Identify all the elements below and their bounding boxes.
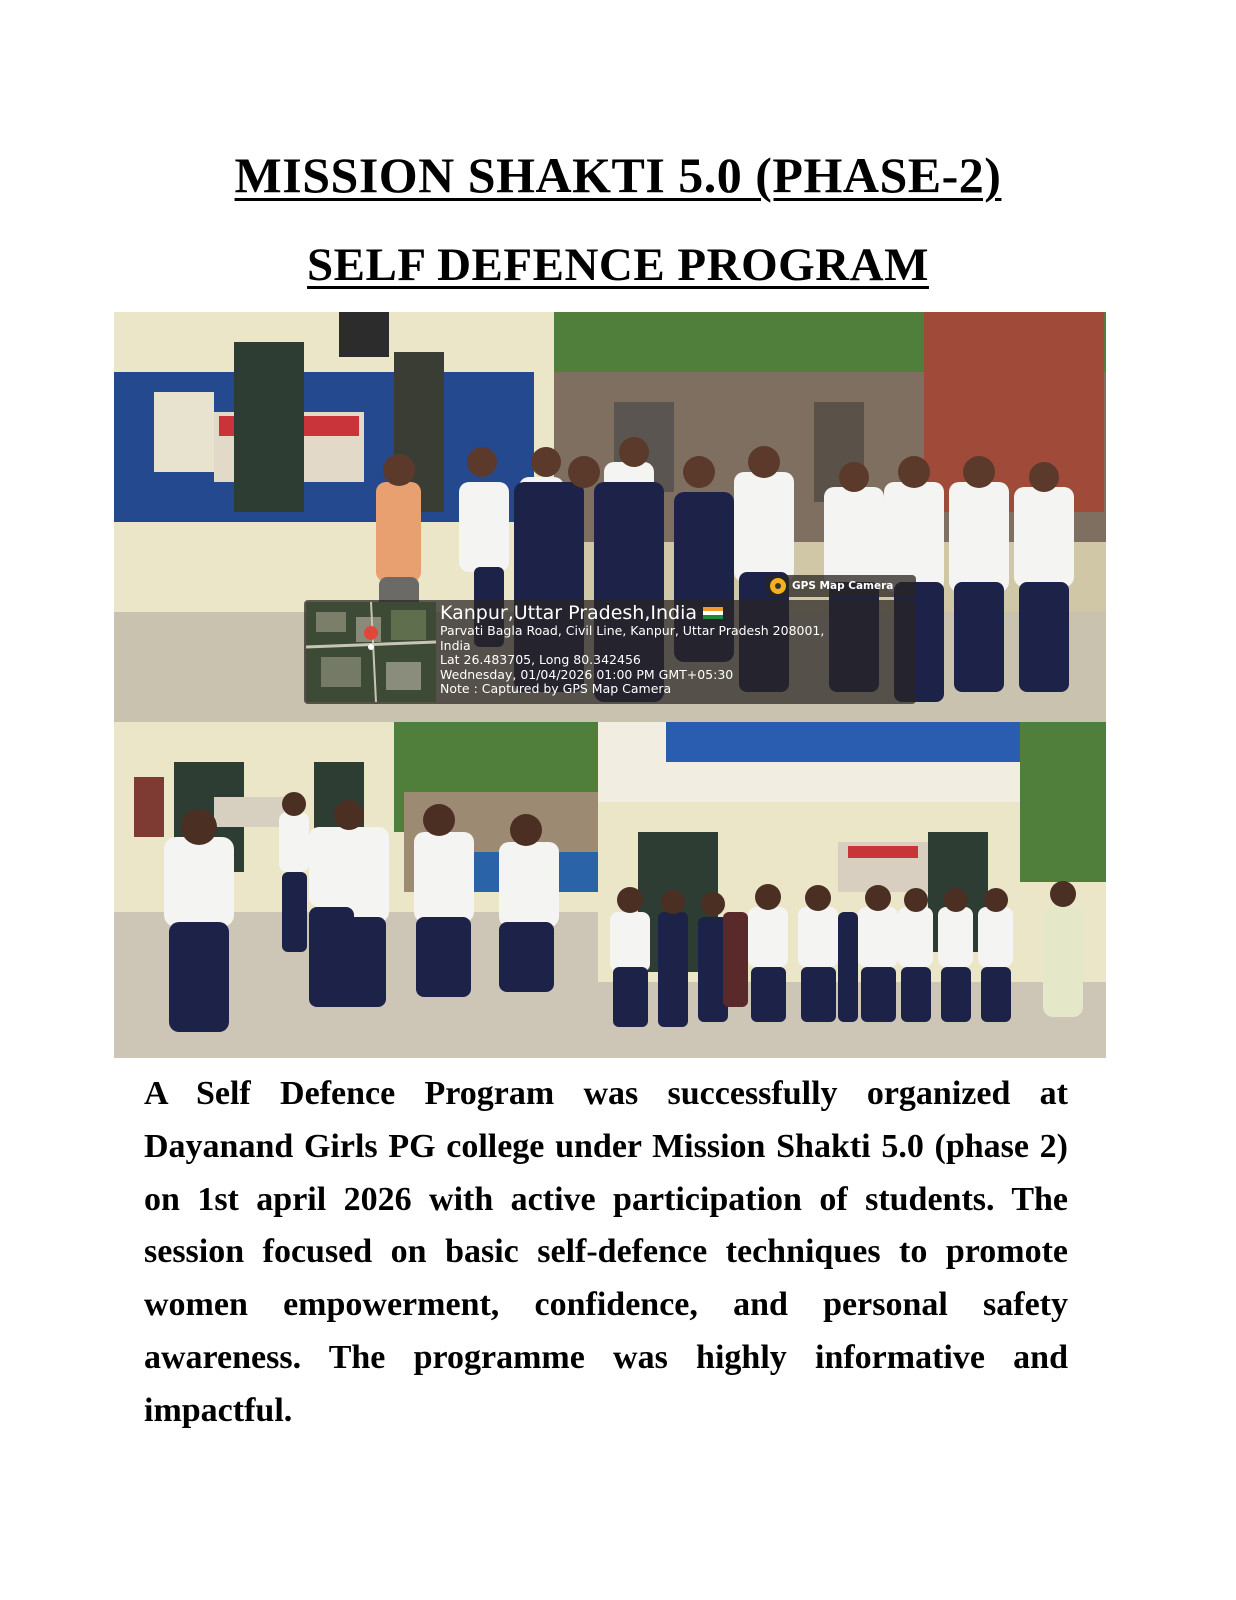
gps-datetime: Wednesday, 01/04/2026 01:00 PM GMT+05:30 — [440, 666, 734, 682]
punch-drill-photo — [114, 722, 598, 1058]
group-pose-photo — [598, 722, 1106, 1058]
satellite-map-thumbnail — [306, 602, 436, 702]
gps-stamp — [304, 600, 916, 704]
group-pose-illustration — [598, 722, 1106, 1058]
india-flag-icon — [703, 607, 723, 620]
gps-note: Note : Captured by GPS Map Camera — [440, 681, 672, 697]
camera-app-icon — [770, 578, 786, 594]
gps-coordinates: Lat 26.483705, Long 80.342456 — [440, 652, 641, 668]
gps-address-line2: India — [440, 637, 471, 653]
gps-camera-badge — [766, 575, 916, 597]
gps-badge-label: GPS Map Camera — [792, 580, 894, 592]
program-description: A Self Defence Program was successfully organized at Dayanand Girls PG college under Mission Shakti 5.0 (phase 2) on 1st april 2026 with active participation of students. The session focused on basic self-defence techniques to promote women empowerment, confidence, and personal safety awareness. The programme was highly informative and impactful. — [144, 1075, 1068, 1429]
punch-drill-illustration — [114, 722, 598, 1058]
gps-city: Kanpur,Uttar Pradesh,India — [440, 602, 698, 624]
gps-address-line1: Parvati Bagla Road, Civil Line, Kanpur, Uttar Pradesh 208001, — [440, 623, 825, 638]
page-title: MISSION SHAKTI 5.0 (PHASE-2) — [234, 147, 1002, 203]
page-subtitle: SELF DEFENCE PROGRAM — [307, 239, 929, 291]
